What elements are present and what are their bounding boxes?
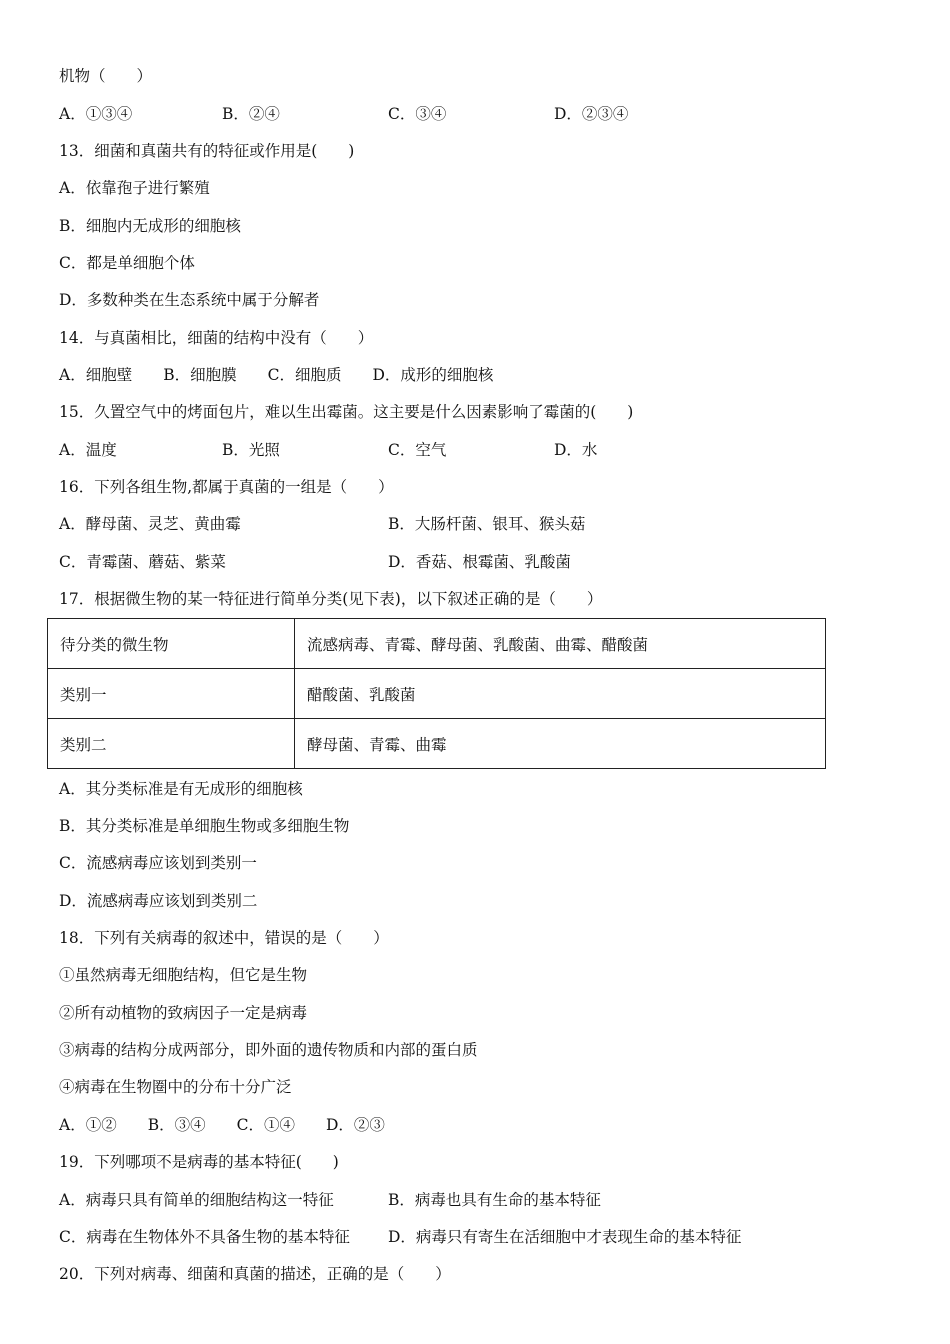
q14-options: A．细胞壁 B．细胞膜 C．细胞质 D．成形的细胞核 <box>59 366 494 384</box>
table-cell: 待分类的微生物 <box>48 619 295 669</box>
q13-option-c: C．都是单细胞个体 <box>59 254 195 272</box>
table-cell: 类别二 <box>48 719 295 769</box>
q18-statement-2: ②所有动植物的致病因子一定是病毒 <box>59 1004 308 1022</box>
table-cell: 酵母菌、青霉、曲霉 <box>295 719 826 769</box>
q19-option-b: B．病毒也具有生命的基本特征 <box>388 1191 601 1209</box>
table-row <box>48 619 826 669</box>
q12-option-d: D．②③④ <box>554 105 629 123</box>
q16-option-d: D．香菇、根霉菌、乳酸菌 <box>388 553 571 571</box>
q19-option-a: A．病毒只具有简单的细胞结构这一特征 <box>59 1191 334 1209</box>
q12-option-b: B．②④ <box>222 105 280 123</box>
q18-stem: 18．下列有关病毒的叙述中，错误的是（ ） <box>59 929 389 947</box>
q15-option-c: C．空气 <box>388 441 447 459</box>
q18-statement-1: ①虽然病毒无细胞结构，但它是生物 <box>59 966 308 984</box>
q16-option-c: C．青霉菌、蘑菇、紫菜 <box>59 553 226 571</box>
q18-options: A．①② B．③④ C．①④ D．②③ <box>59 1116 385 1134</box>
q16-option-a: A．酵母菌、灵芝、黄曲霉 <box>59 515 241 533</box>
table-cell: 类别一 <box>48 669 295 719</box>
q15-option-d: D．水 <box>554 441 598 459</box>
q19-stem: 19．下列哪项不是病毒的基本特征( ) <box>59 1153 339 1171</box>
table-cell: 醋酸菌、乳酸菌 <box>295 669 826 719</box>
q17-option-a: A．其分类标准是有无成形的细胞核 <box>59 780 303 798</box>
q15-stem: 15．久置空气中的烤面包片，难以生出霉菌。这主要是什么因素影响了霉菌的( ) <box>59 403 634 421</box>
q19-option-d: D．病毒只有寄生在活细胞中才表现生命的基本特征 <box>388 1228 742 1246</box>
q13-option-d: D．多数种类在生态系统中属于分解者 <box>59 291 320 309</box>
q16-option-b: B．大肠杆菌、银耳、猴头菇 <box>388 515 586 533</box>
q20-stem: 20．下列对病毒、细菌和真菌的描述，正确的是（ ） <box>59 1265 451 1283</box>
table-row <box>48 719 826 769</box>
classification-table <box>47 618 826 769</box>
table-row <box>48 669 826 719</box>
q18-statement-3: ③病毒的结构分成两部分，即外面的遗传物质和内部的蛋白质 <box>59 1041 478 1059</box>
table-cell: 流感病毒、青霉、酵母菌、乳酸菌、曲霉、醋酸菌 <box>295 619 826 669</box>
q17-option-b: B．其分类标准是单细胞生物或多细胞生物 <box>59 817 350 835</box>
q13-option-b: B．细胞内无成形的细胞核 <box>59 217 241 235</box>
q17-stem: 17．根据微生物的某一特征进行简单分类(见下表)，以下叙述正确的是（ ） <box>59 590 603 608</box>
q17-option-d: D．流感病毒应该划到类别二 <box>59 892 258 910</box>
q18-statement-4: ④病毒在生物圈中的分布十分广泛 <box>59 1078 292 1096</box>
q13-option-a: A．依靠孢子进行繁殖 <box>59 179 210 197</box>
q15-option-b: B．光照 <box>222 441 280 459</box>
q19-option-c: C．病毒在生物体外不具备生物的基本特征 <box>59 1228 350 1246</box>
q17-option-c: C．流感病毒应该划到类别一 <box>59 854 257 872</box>
q13-stem: 13．细菌和真菌共有的特征或作用是( ) <box>59 142 355 160</box>
q12-option-c: C．③④ <box>388 105 447 123</box>
q12-stem-tail: 机物（ ） <box>59 67 153 85</box>
q15-option-a: A．温度 <box>59 441 117 459</box>
q14-stem: 14．与真菌相比，细菌的结构中没有（ ） <box>59 329 374 347</box>
q12-option-a: A．①③④ <box>59 105 133 123</box>
q16-stem: 16．下列各组生物,都属于真菌的一组是（ ） <box>59 478 394 496</box>
